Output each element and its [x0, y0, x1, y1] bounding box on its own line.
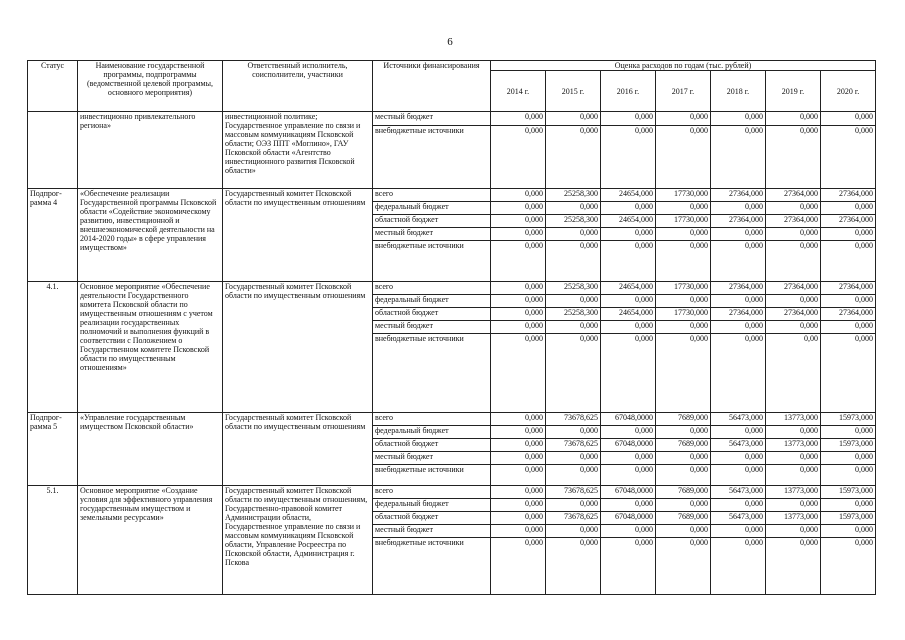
header-name: Наименование государственной программы, подпрограммы (ведомственной целевой программы, основного мероприятия)	[78, 61, 223, 112]
value-cell-6: 27364,000	[821, 189, 876, 202]
value-cell-3: 7689,000	[656, 486, 711, 499]
value-cell-1: 0,000	[546, 241, 601, 282]
source-cell: внебюджетные источники	[373, 334, 491, 413]
value-cell-3: 0,000	[656, 295, 711, 308]
value-cell-2: 0,000	[601, 525, 656, 538]
value-cell-4: 0,000	[711, 334, 766, 413]
header-status: Статус	[28, 61, 78, 112]
value-cell-6: 27364,000	[821, 282, 876, 295]
value-cell-0: 0,000	[491, 308, 546, 321]
value-cell-0: 0,000	[491, 112, 546, 126]
value-cell-0: 0,000	[491, 439, 546, 452]
value-cell-3: 0,000	[656, 228, 711, 241]
name-cell: «Управление государственным имуществом Псковской области»	[78, 413, 223, 486]
source-cell: местный бюджет	[373, 112, 491, 126]
value-cell-1: 0,000	[546, 295, 601, 308]
value-cell-2: 0,000	[601, 538, 656, 595]
value-cell-6: 0,000	[821, 499, 876, 512]
value-cell-4: 0,000	[711, 202, 766, 215]
value-cell-6: 0,000	[821, 538, 876, 595]
value-cell-1: 0,000	[546, 499, 601, 512]
value-cell-3: 0,000	[656, 112, 711, 126]
value-cell-0: 0,000	[491, 512, 546, 525]
table-row	[28, 413, 876, 426]
value-cell-4: 0,000	[711, 525, 766, 538]
source-cell: внебюджетные источники	[373, 538, 491, 595]
table-row	[28, 486, 876, 499]
value-cell-3: 0,000	[656, 538, 711, 595]
value-cell-3: 7689,000	[656, 413, 711, 426]
value-cell-1: 73678,625	[546, 512, 601, 525]
value-cell-3: 0,000	[656, 126, 711, 189]
value-cell-3: 7689,000	[656, 439, 711, 452]
value-cell-1: 73678,625	[546, 439, 601, 452]
value-cell-3: 0,000	[656, 321, 711, 334]
value-cell-5: 13773,000	[766, 512, 821, 525]
value-cell-1: 0,000	[546, 112, 601, 126]
value-cell-0: 0,000	[491, 452, 546, 465]
value-cell-4: 0,000	[711, 295, 766, 308]
value-cell-6: 0,000	[821, 525, 876, 538]
value-cell-5: 0,000	[766, 465, 821, 486]
value-cell-6: 0,000	[821, 202, 876, 215]
value-cell-0: 0,000	[491, 241, 546, 282]
value-cell-5: 0,000	[766, 499, 821, 512]
value-cell-4: 56473,000	[711, 486, 766, 499]
value-cell-1: 73678,625	[546, 413, 601, 426]
name-cell: инвестиционно привлекательного региона»	[78, 112, 223, 189]
value-cell-0: 0,000	[491, 525, 546, 538]
value-cell-2: 0,000	[601, 228, 656, 241]
value-cell-6: 0,000	[821, 126, 876, 189]
value-cell-5: 0,00	[766, 334, 821, 413]
value-cell-2: 0,000	[601, 452, 656, 465]
value-cell-5: 0,000	[766, 321, 821, 334]
value-cell-4: 0,000	[711, 241, 766, 282]
value-cell-2: 24654,000	[601, 189, 656, 202]
executor-cell: Государственный комитет Псковской области по имущественным отношениям	[223, 413, 373, 486]
value-cell-0: 0,000	[491, 228, 546, 241]
value-cell-2: 0,000	[601, 241, 656, 282]
value-cell-0: 0,000	[491, 282, 546, 295]
value-cell-0: 0,000	[491, 465, 546, 486]
value-cell-1: 0,000	[546, 126, 601, 189]
name-cell: Основное мероприятие «Создание условия для эффективного управления государственным имуществом и земельными ресурсами»	[78, 486, 223, 595]
value-cell-5: 0,000	[766, 126, 821, 189]
value-cell-2: 0,000	[601, 499, 656, 512]
value-cell-5: 0,000	[766, 452, 821, 465]
source-cell: местный бюджет	[373, 452, 491, 465]
value-cell-6: 0,000	[821, 334, 876, 413]
value-cell-4: 56473,000	[711, 413, 766, 426]
executor-cell: инвестиционной политике; Государственное управление по связи и массовым коммуникациям Псковской области; ОЭЗ ППТ «Моглино», ГАУ Псковской области «Агентство инвестиционного развития Псковской области»	[223, 112, 373, 189]
value-cell-5: 0,000	[766, 295, 821, 308]
value-cell-5: 0,000	[766, 202, 821, 215]
value-cell-1: 0,000	[546, 426, 601, 439]
value-cell-0: 0,000	[491, 499, 546, 512]
source-cell: всего	[373, 189, 491, 202]
value-cell-0: 0,000	[491, 189, 546, 202]
value-cell-1: 0,000	[546, 202, 601, 215]
value-cell-6: 27364,000	[821, 215, 876, 228]
value-cell-4: 27364,000	[711, 308, 766, 321]
value-cell-2: 0,000	[601, 465, 656, 486]
budget-table	[27, 60, 876, 595]
value-cell-4: 0,000	[711, 228, 766, 241]
executor-cell: Государственный комитет Псковской области по имущественным отношениям, Государственно-правовой комитет Администрации области, Государственное управление по связи и массовым коммуникациям Псковской области, Управление Росреестра по Псковской области, Администрация г. Пскова	[223, 486, 373, 595]
value-cell-5: 13773,000	[766, 486, 821, 499]
value-cell-4: 0,000	[711, 112, 766, 126]
value-cell-3: 7689,000	[656, 512, 711, 525]
source-cell: областной бюджет	[373, 512, 491, 525]
value-cell-0: 0,000	[491, 486, 546, 499]
source-cell: внебюджетные источники	[373, 126, 491, 189]
status-cell: 5.1.	[28, 486, 78, 595]
value-cell-4: 0,000	[711, 126, 766, 189]
value-cell-6: 0,000	[821, 228, 876, 241]
header-year-1: 2015 г.	[546, 71, 601, 112]
value-cell-3: 0,000	[656, 452, 711, 465]
value-cell-0: 0,000	[491, 202, 546, 215]
value-cell-5: 0,000	[766, 538, 821, 595]
value-cell-3: 0,000	[656, 525, 711, 538]
source-cell: федеральный бюджет	[373, 426, 491, 439]
value-cell-3: 0,000	[656, 499, 711, 512]
table-row	[28, 112, 876, 126]
value-cell-4: 0,000	[711, 499, 766, 512]
value-cell-6: 0,000	[821, 321, 876, 334]
table-body	[28, 112, 876, 595]
value-cell-5: 13773,000	[766, 413, 821, 426]
value-cell-3: 0,000	[656, 334, 711, 413]
value-cell-2: 0,000	[601, 321, 656, 334]
source-cell: федеральный бюджет	[373, 499, 491, 512]
header-year-0: 2014 г.	[491, 71, 546, 112]
source-cell: местный бюджет	[373, 321, 491, 334]
value-cell-1: 0,000	[546, 334, 601, 413]
value-cell-4: 0,000	[711, 426, 766, 439]
value-cell-0: 0,000	[491, 413, 546, 426]
status-cell	[28, 112, 78, 189]
value-cell-5: 0,000	[766, 426, 821, 439]
header-year-3: 2017 г.	[656, 71, 711, 112]
value-cell-5: 0,000	[766, 228, 821, 241]
value-cell-4: 56473,000	[711, 512, 766, 525]
value-cell-5: 0,000	[766, 112, 821, 126]
header-year-6: 2020 г.	[821, 71, 876, 112]
source-cell: федеральный бюджет	[373, 202, 491, 215]
value-cell-5: 27364,000	[766, 215, 821, 228]
source-cell: внебюджетные источники	[373, 465, 491, 486]
value-cell-0: 0,000	[491, 538, 546, 595]
value-cell-6: 15973,000	[821, 486, 876, 499]
value-cell-1: 0,000	[546, 465, 601, 486]
name-cell: Основное мероприятие «Обеспечение деятельности Государственного комитета Псковской области по имущественным отношениям с учетом реализации государственных полномочий и выполнения функций в соответствии с Положением о Государственном комитете Псковской области по имущественным отношениям»	[78, 282, 223, 413]
source-cell: областной бюджет	[373, 308, 491, 321]
header-source: Источники финансирования	[373, 61, 491, 112]
value-cell-4: 56473,000	[711, 439, 766, 452]
value-cell-1: 0,000	[546, 452, 601, 465]
source-cell: всего	[373, 486, 491, 499]
value-cell-6: 15973,000	[821, 439, 876, 452]
value-cell-0: 0,000	[491, 321, 546, 334]
header-year-2: 2016 г.	[601, 71, 656, 112]
value-cell-6: 0,000	[821, 241, 876, 282]
header-year-4: 2018 г.	[711, 71, 766, 112]
source-cell: всего	[373, 413, 491, 426]
value-cell-2: 0,000	[601, 126, 656, 189]
name-cell: «Обеспечение реализации Государственной программы Псковской области «Содействие экономическому развитию, инвестиционной и внешнеэкономической деятельности на 2014-2020 годы» в сфере управления имуществом»	[78, 189, 223, 282]
value-cell-5: 0,000	[766, 241, 821, 282]
value-cell-2: 24654,000	[601, 215, 656, 228]
value-cell-1: 0,000	[546, 228, 601, 241]
value-cell-6: 0,000	[821, 465, 876, 486]
value-cell-3: 17730,000	[656, 189, 711, 202]
status-cell: 4.1.	[28, 282, 78, 413]
status-cell: Подпрог- рамма 5	[28, 413, 78, 486]
value-cell-6: 0,000	[821, 112, 876, 126]
value-cell-1: 25258,300	[546, 308, 601, 321]
value-cell-5: 0,000	[766, 525, 821, 538]
value-cell-1: 0,000	[546, 525, 601, 538]
value-cell-6: 0,000	[821, 452, 876, 465]
value-cell-1: 0,000	[546, 321, 601, 334]
value-cell-4: 27364,000	[711, 189, 766, 202]
value-cell-2: 24654,000	[601, 308, 656, 321]
page-number: 6	[447, 36, 453, 48]
value-cell-5: 27364,000	[766, 308, 821, 321]
value-cell-1: 73678,625	[546, 486, 601, 499]
value-cell-0: 0,000	[491, 295, 546, 308]
value-cell-0: 0,000	[491, 334, 546, 413]
source-cell: всего	[373, 282, 491, 295]
source-cell: местный бюджет	[373, 228, 491, 241]
value-cell-1: 0,000	[546, 538, 601, 595]
value-cell-3: 0,000	[656, 202, 711, 215]
header-year-5: 2019 г.	[766, 71, 821, 112]
value-cell-3: 17730,000	[656, 308, 711, 321]
value-cell-5: 13773,000	[766, 439, 821, 452]
table-row	[28, 282, 876, 295]
value-cell-2: 0,000	[601, 112, 656, 126]
value-cell-2: 67048,0000	[601, 439, 656, 452]
value-cell-6: 27364,000	[821, 308, 876, 321]
value-cell-1: 25258,300	[546, 189, 601, 202]
header-row	[28, 61, 876, 71]
value-cell-4: 0,000	[711, 538, 766, 595]
value-cell-6: 15973,000	[821, 413, 876, 426]
value-cell-2: 67048,0000	[601, 512, 656, 525]
value-cell-6: 0,000	[821, 295, 876, 308]
value-cell-2: 67048,0000	[601, 413, 656, 426]
value-cell-1: 25258,300	[546, 282, 601, 295]
value-cell-5: 27364,000	[766, 189, 821, 202]
value-cell-2: 0,000	[601, 426, 656, 439]
value-cell-5: 27364,000	[766, 282, 821, 295]
source-cell: местный бюджет	[373, 525, 491, 538]
value-cell-4: 0,000	[711, 321, 766, 334]
value-cell-4: 0,000	[711, 452, 766, 465]
value-cell-3: 17730,000	[656, 215, 711, 228]
status-cell: Подпрог- рамма 4	[28, 189, 78, 282]
executor-cell: Государственный комитет Псковской области по имущественным отношениям	[223, 189, 373, 282]
value-cell-2: 24654,000	[601, 282, 656, 295]
value-cell-3: 0,000	[656, 241, 711, 282]
value-cell-6: 0,000	[821, 426, 876, 439]
header-executor: Ответственный исполнитель, соисполнители, участники	[223, 61, 373, 112]
value-cell-2: 0,000	[601, 295, 656, 308]
value-cell-3: 0,000	[656, 465, 711, 486]
source-cell: федеральный бюджет	[373, 295, 491, 308]
value-cell-3: 0,000	[656, 426, 711, 439]
table-row	[28, 189, 876, 202]
source-cell: внебюджетные источники	[373, 241, 491, 282]
executor-cell: Государственный комитет Псковской области по имущественным отношениям	[223, 282, 373, 413]
source-cell: областной бюджет	[373, 215, 491, 228]
value-cell-4: 27364,000	[711, 282, 766, 295]
value-cell-6: 15973,000	[821, 512, 876, 525]
value-cell-3: 17730,000	[656, 282, 711, 295]
value-cell-1: 25258,300	[546, 215, 601, 228]
value-cell-0: 0,000	[491, 126, 546, 189]
value-cell-2: 0,000	[601, 334, 656, 413]
value-cell-4: 0,000	[711, 465, 766, 486]
value-cell-4: 27364,000	[711, 215, 766, 228]
value-cell-0: 0,000	[491, 215, 546, 228]
source-cell: областной бюджет	[373, 439, 491, 452]
header-expenses: Оценка расходов по годам (тыс. рублей)	[491, 61, 876, 71]
value-cell-0: 0,000	[491, 426, 546, 439]
value-cell-2: 67048,0000	[601, 486, 656, 499]
value-cell-2: 0,000	[601, 202, 656, 215]
